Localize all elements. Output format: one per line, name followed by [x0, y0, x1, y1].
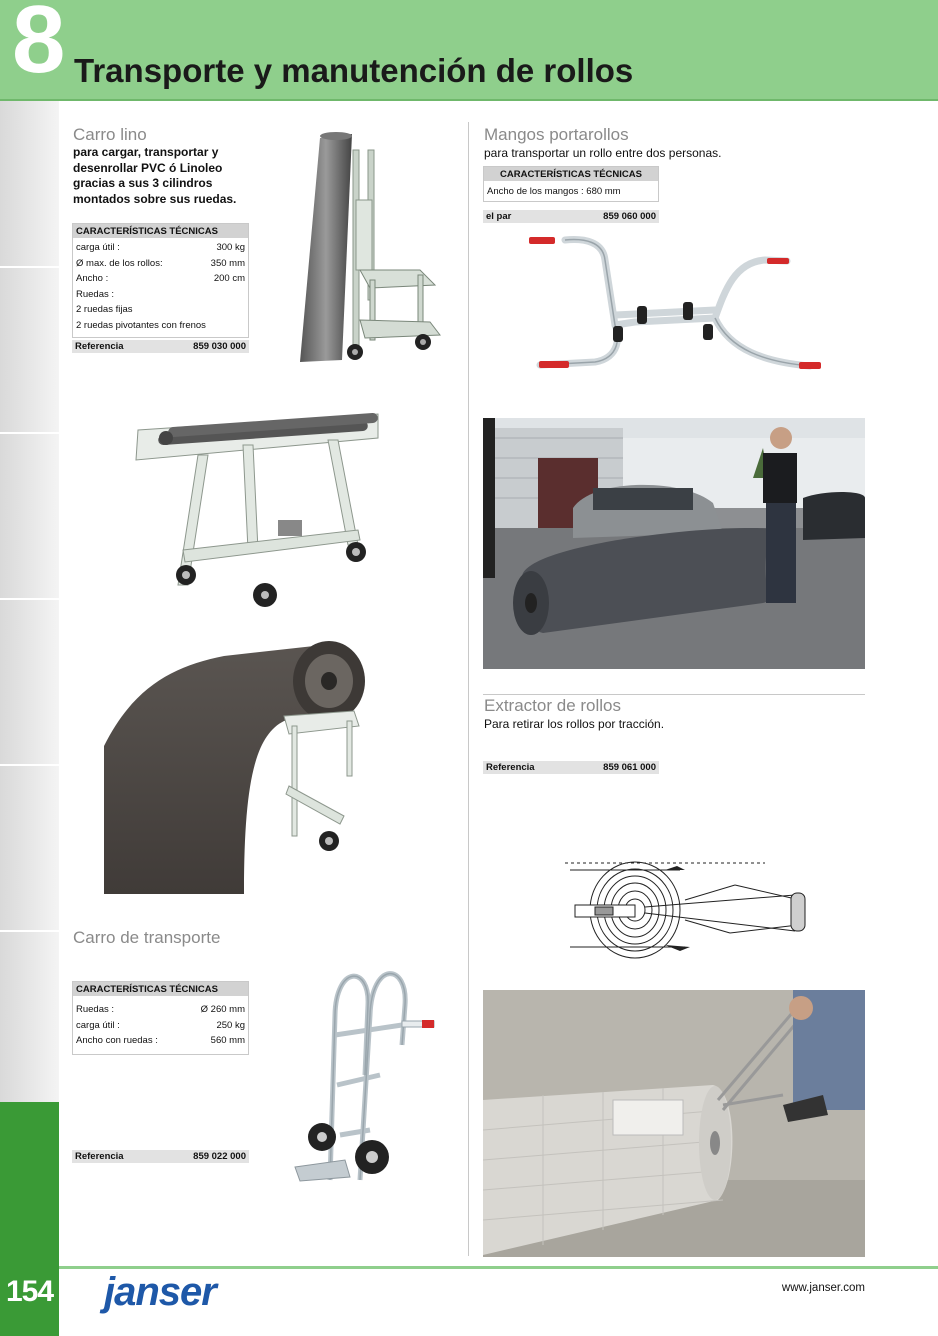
- roll-handles-image: [525, 230, 830, 375]
- sidebar-divider: [0, 930, 59, 932]
- reference-value: 859 061 000: [603, 762, 656, 773]
- carro-transporte-spec-table: [72, 981, 249, 1055]
- spec-header: CARACTERÍSTICAS TÉCNICAS: [73, 982, 248, 996]
- spec-row: [484, 184, 658, 200]
- mangos-reference: [483, 210, 659, 223]
- upright-roll-cart-image: [290, 130, 445, 370]
- janser-logo: janser: [104, 1270, 216, 1314]
- lino-cart-image: [128, 400, 383, 615]
- extractor-description: Para retirar los rollos por tracción.: [484, 717, 665, 731]
- mangos-title: Mangos portarollos: [484, 125, 629, 144]
- reference-label: Referencia: [486, 762, 535, 773]
- spec-label: Ancho de los mangos : 680 mm: [487, 186, 621, 197]
- mangos-description: para transportar un rollo entre dos personas.: [484, 146, 722, 160]
- spec-label: 2 ruedas fijas: [76, 304, 133, 315]
- spec-value: 250 kg: [216, 1019, 245, 1031]
- column-divider: [468, 122, 469, 1256]
- carro-lino-title: Carro lino: [73, 125, 147, 144]
- reference-label: el par: [486, 211, 512, 222]
- spec-row: [73, 287, 248, 303]
- spec-value: 300 kg: [216, 242, 245, 253]
- sidebar-divider: [0, 598, 59, 600]
- spec-row: [73, 271, 248, 287]
- chapter-number: 8: [12, 0, 66, 93]
- spec-label: carga útil :: [76, 1019, 120, 1031]
- spec-row: [73, 302, 248, 318]
- spec-label: Ancho con ruedas :: [76, 1035, 158, 1046]
- carro-lino-description: para cargar, transportar y desenrollar PVC ó Linoleo gracias a sus 3 cilindros montados sobre sus ruedas.: [73, 145, 237, 206]
- reference-value: 859 030 000: [193, 341, 246, 352]
- extractor-reference: [483, 761, 659, 774]
- footer-rule: [59, 1266, 938, 1269]
- carro-transporte-title: Carro de transporte: [73, 928, 221, 947]
- extractor-photo: [483, 990, 865, 1257]
- spec-label: 2 ruedas pivotantes con frenos: [76, 319, 206, 331]
- sidebar-divider: [0, 764, 59, 766]
- lino-cart-unrolling-image: [104, 626, 369, 894]
- carro-lino-spec-table: [72, 223, 249, 338]
- website-url[interactable]: www.janser.com: [781, 1282, 865, 1294]
- spec-row: [73, 1018, 248, 1034]
- mangos-spec-table: [483, 166, 659, 202]
- spec-value: 200 cm: [213, 273, 245, 284]
- carrying-roll-photo: [483, 418, 865, 669]
- spec-row: [73, 240, 248, 256]
- spec-value: 350 mm: [210, 257, 245, 269]
- spec-row: [73, 1033, 248, 1049]
- extractor-title: Extractor de rollos: [484, 696, 621, 715]
- spec-label: carga útil :: [76, 242, 120, 253]
- extractor-diagram-image: [565, 855, 830, 960]
- reference-value: 859 060 000: [603, 211, 656, 222]
- spec-value: Ø 260 mm: [200, 1004, 245, 1015]
- carro-transporte-reference: [72, 1150, 249, 1163]
- sidebar-divider: [0, 432, 59, 434]
- sidebar-divider: [0, 266, 59, 268]
- spec-label: Ø max. de los rollos:: [76, 257, 163, 269]
- chapter-header: [0, 0, 938, 101]
- reference-label: Referencia: [75, 341, 124, 352]
- spec-row: [73, 318, 248, 334]
- hand-truck-image: [290, 955, 440, 1185]
- spec-header: CARACTERÍSTICAS TÉCNICAS: [73, 224, 248, 238]
- reference-label: Referencia: [75, 1151, 124, 1162]
- spec-row: [73, 1002, 248, 1018]
- spec-header: CARACTERÍSTICAS TÉCNICAS: [484, 167, 658, 181]
- section-divider: [483, 694, 865, 695]
- spec-label: Ruedas :: [76, 1004, 115, 1015]
- spec-row: [73, 256, 248, 272]
- reference-value: 859 022 000: [193, 1151, 246, 1162]
- spec-label: Ancho :: [76, 273, 109, 284]
- spec-value: 560 mm: [210, 1035, 245, 1046]
- page-title: Transporte y manutención de rollos: [74, 52, 634, 89]
- chapter-sidebar: [0, 101, 59, 1102]
- page-number: 154: [5, 1275, 54, 1308]
- spec-label: Ruedas :: [76, 288, 115, 300]
- carro-lino-reference: [72, 340, 249, 353]
